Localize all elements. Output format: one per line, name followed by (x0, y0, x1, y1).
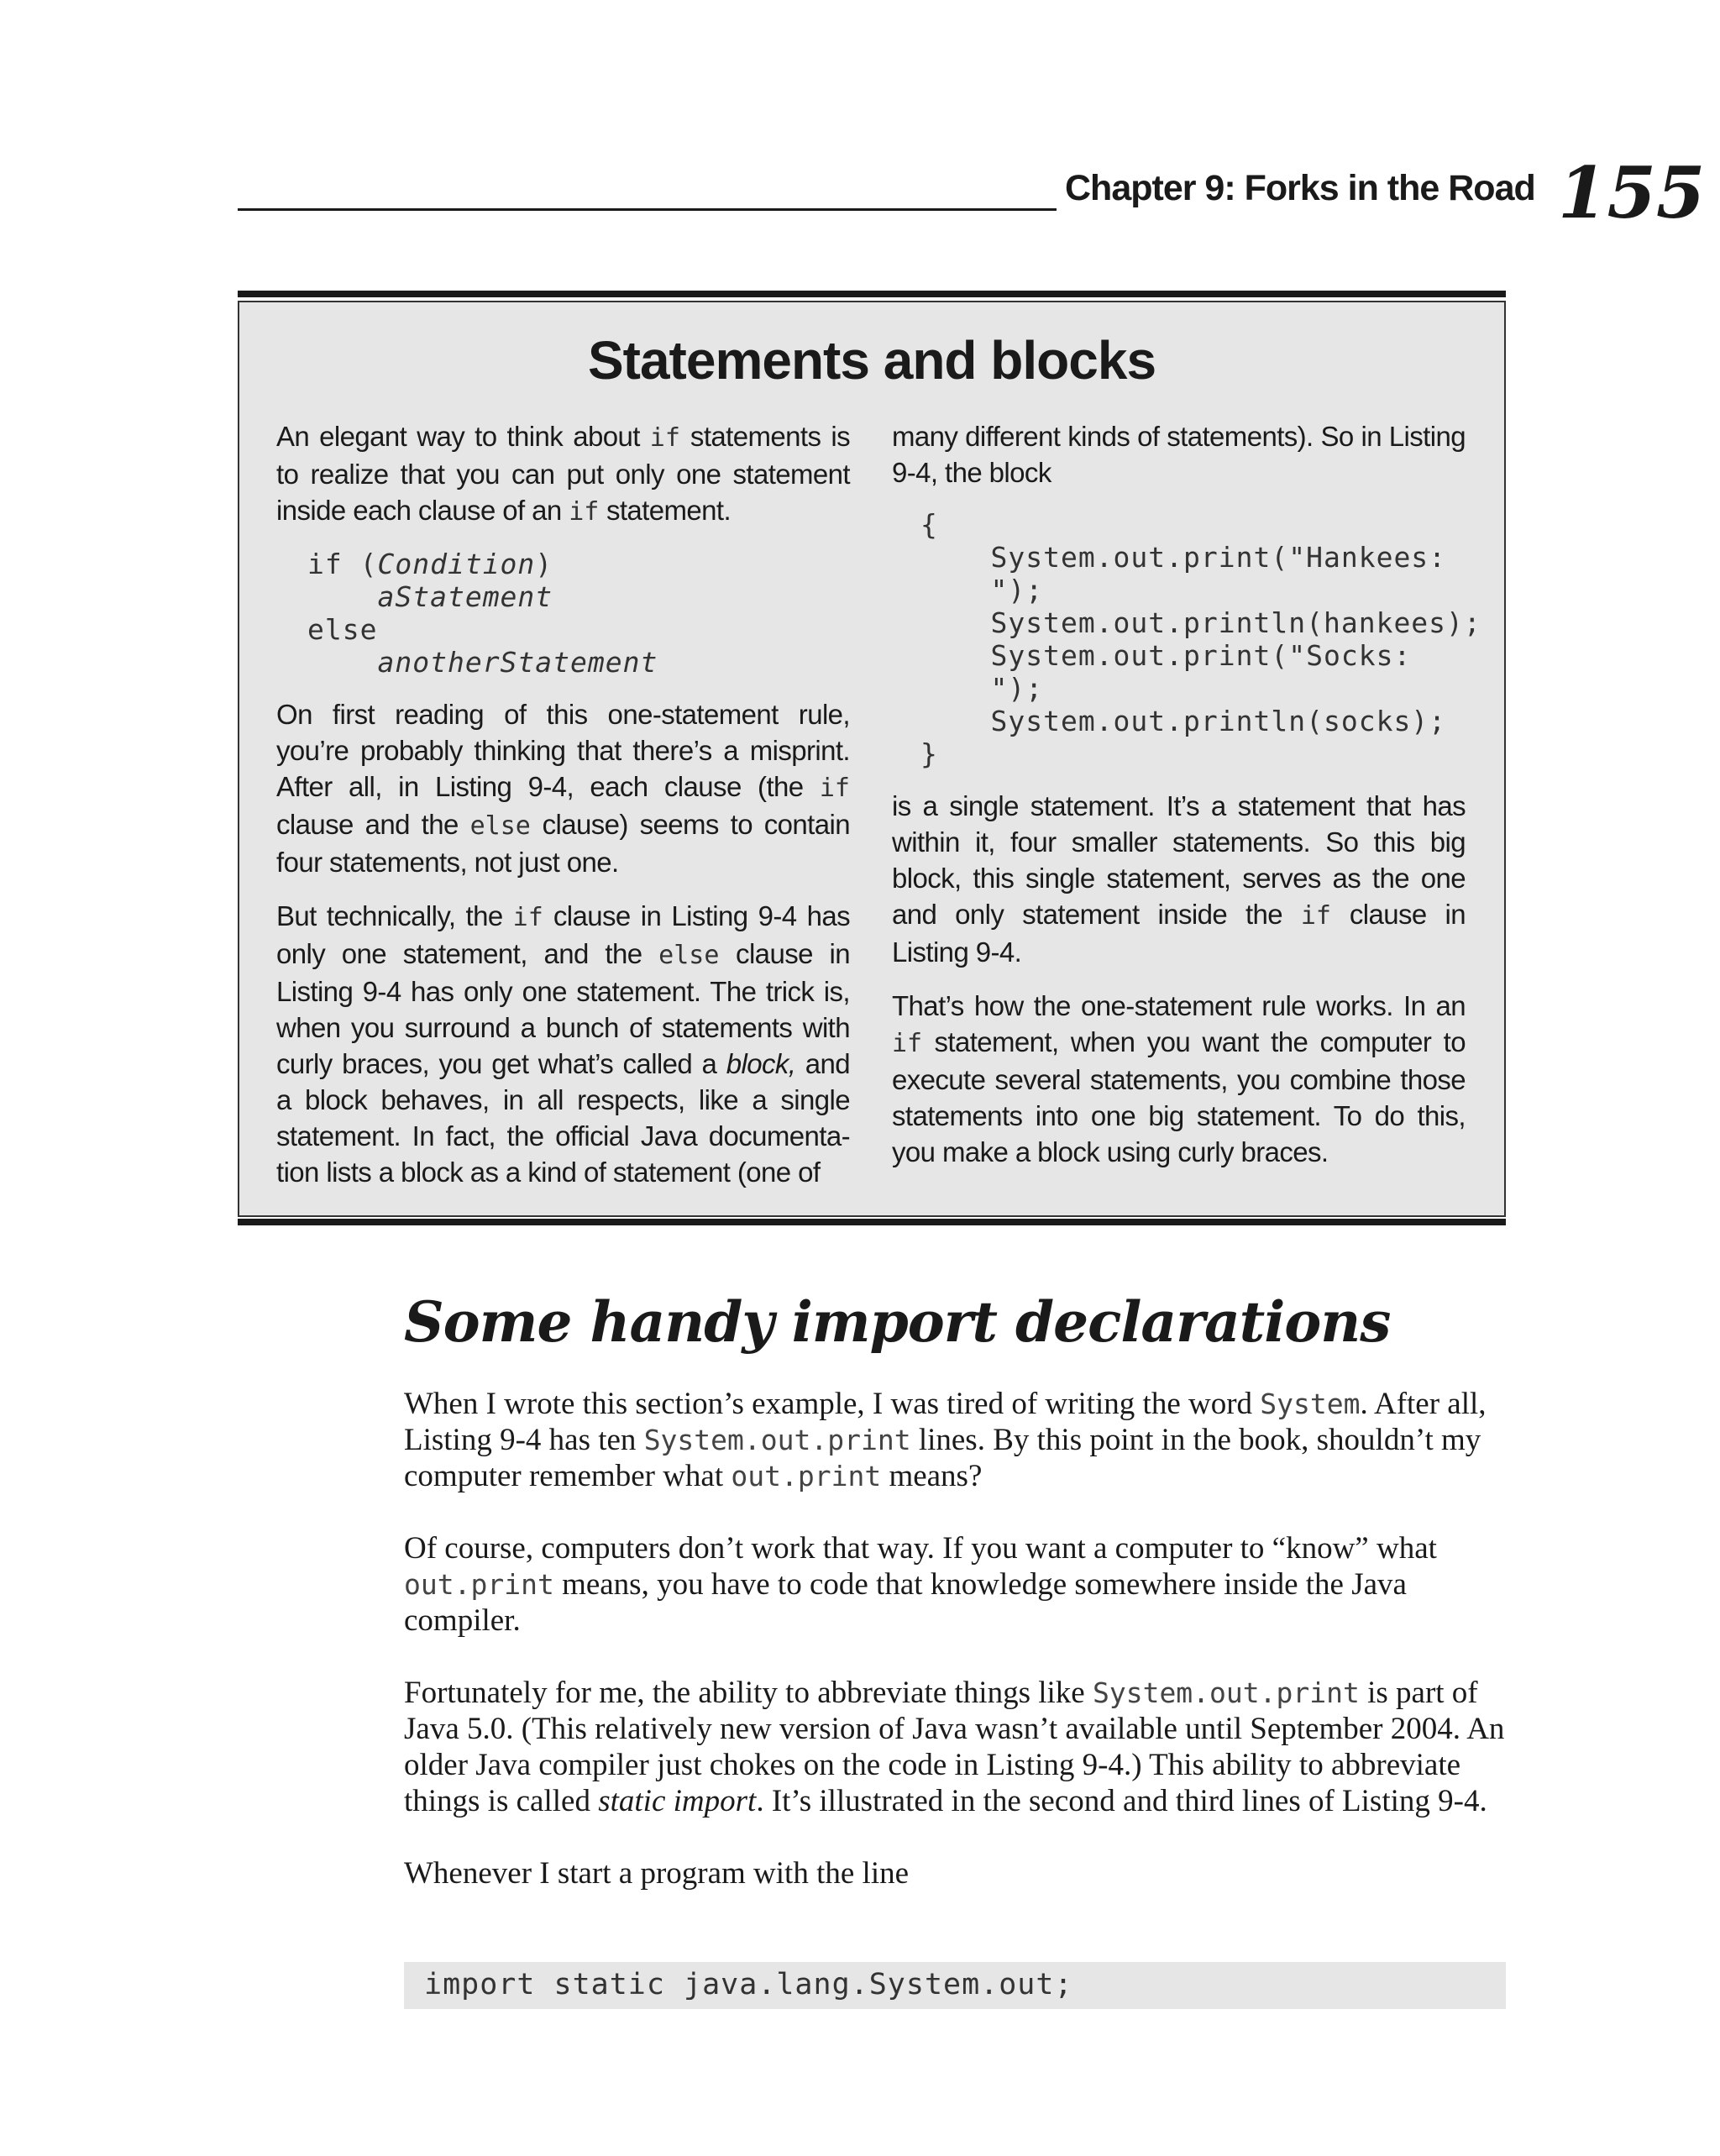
sidebar-code-if-else: if (Condition) aStatement else anotherStatement (307, 548, 658, 679)
sidebar-top-rule (238, 291, 1506, 297)
body-paragraph: Whenever I start a program with the line (404, 1856, 910, 1891)
page-number: 155 (1558, 151, 1706, 234)
sidebar-left-column (276, 418, 850, 1208)
body-paragraph: When I wrote this section’s example, I was tired of writing the word System. After all, Listing 9-4 has ten System.out.print lines. By this point in the book, shouldn’t my computer remember what out.print means? (404, 1387, 1487, 1493)
sidebar-code-block: { System.out.print("Hankees: "); System.out.println(hankees); System.out.print("Socks: "); System.out.println(socks); } (920, 508, 1481, 770)
header-rule (238, 208, 1057, 211)
sidebar-paragraph: But technically, the if clause in Listing 9-4 has only one statement, and the else clause in Listing 9-4 has only one statement. The trick is, when you surround a bunch of statements with curly braces, you get what’s called a block, and a block behaves, in all respects, like a single statement. In fact, the official Java documenta-tion lists a block as a kind of statement (one of (276, 900, 851, 1188)
chapter-title: Chapter 9: Forks in the Road (1065, 168, 1535, 208)
code-listing (404, 1962, 1506, 2009)
section-body (404, 1386, 1506, 1928)
sidebar-paragraph: many different kinds of statements). So in Listing 9-4, the block (892, 421, 1466, 488)
section-heading: Some handy import declarations (404, 1289, 1391, 1355)
sidebar-paragraph: On first reading of this one-statement rule, you’re probably thinking that there’s a misprint. After all, in Listing 9-4, each clause (the if clause and the else clause) seems to contain four statements, not just one. (276, 699, 850, 878)
sidebar-paragraph: is a single statement. It’s a statement that has within it, four smaller statements. So this big block, this single statement, serves as the one and only statement inside the if clause in Listing 9-4. (892, 790, 1466, 968)
sidebar-title: Statements and blocks (587, 330, 1156, 391)
body-paragraph: Fortunately for me, the ability to abbreviate things like System.out.print is part of Java 5.0. (This relatively new version of Java wasn’t available until September 2004. An older Java compiler just chokes on the code in Listing 9-4.) This ability to abbreviate things is called static import. It’s illustrated in the second and third lines of Listing 9-4. (404, 1676, 1505, 1818)
sidebar-right-column (892, 418, 1481, 1188)
body-paragraph: Of course, computers don’t work that way. If you want a computer to “know” what out.print means, you have to code that knowledge somewhere inside the Java compiler. (404, 1531, 1437, 1638)
sidebar-paragraph: An elegant way to think about if statements is to realize that you can put only one statement inside each clause of an if statement. (276, 421, 850, 527)
sidebar-paragraph: That’s how the one-statement rule works. In an if statement, when you want the computer to execute several statements, you combine those statements into one big statement. To do this, you make a block using curly braces. (892, 990, 1466, 1167)
sidebar-bottom-rule (238, 1219, 1506, 1225)
code-line: import static java.lang.System.out; (424, 1968, 1073, 2001)
